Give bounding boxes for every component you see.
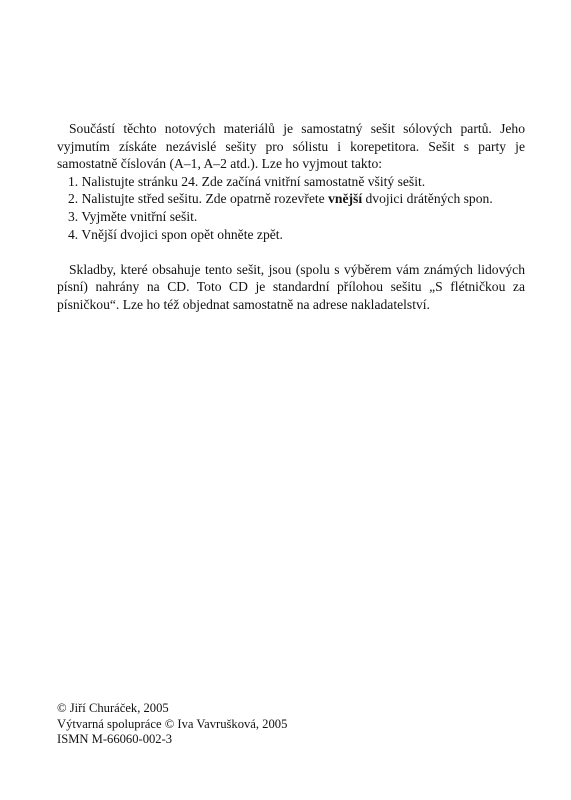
copyright-footer [57, 701, 287, 748]
copyright-author: © Jiří Churáček, 2005 [57, 701, 169, 715]
step-number: 4. [68, 226, 79, 242]
step-item-1 [57, 173, 525, 191]
removal-steps-list [57, 173, 525, 243]
main-text-block [57, 120, 525, 314]
step-text-bold: vnější [328, 191, 363, 207]
paragraph-gap [57, 243, 525, 261]
step-number: 1. [68, 173, 79, 189]
copyright-art: Výtvarná spolupráce © Iva Vavrušková, 2005 [57, 716, 288, 731]
step-text: Vnější dvojici spon opět ohněte zpět. [81, 226, 283, 242]
step-text-after: dvojici drátěných spon. [362, 191, 493, 207]
step-item-2 [57, 190, 525, 208]
step-item-3 [57, 208, 525, 226]
step-item-4 [57, 226, 525, 244]
step-text: Vyjměte vnitřní sešit. [81, 208, 198, 224]
step-number: 3. [68, 208, 79, 224]
step-text: Nalistujte stránku 24. Zde začíná vnitřní samostatně všitý sešit. [81, 173, 426, 189]
intro-paragraph: Součástí těchto notových materiálů je samostatný sešit sólových partů. Jeho vyjmutím získáte nezávislé sešity pro sólistu i korepetitora. Sešit s party je samostatně číslován (A–1, A–2 atd.). Lze ho vyjmout takto: [57, 121, 525, 172]
cd-note-paragraph: Skladby, které obsahuje tento sešit, jsou (spolu s výběrem vám známých lidových písní) nahrány na CD. Toto CD je standardní přílohou sešitu „S flétničkou za písničkou“. Lze ho též objednat samostatně na adrese nakladatelství. [57, 261, 525, 312]
ismn-code: ISMN M-66060-002-3 [57, 732, 173, 746]
step-number: 2. [68, 191, 79, 207]
step-text-before: Nalistujte střed sešitu. Zde opatrně rozevřete [81, 191, 329, 207]
